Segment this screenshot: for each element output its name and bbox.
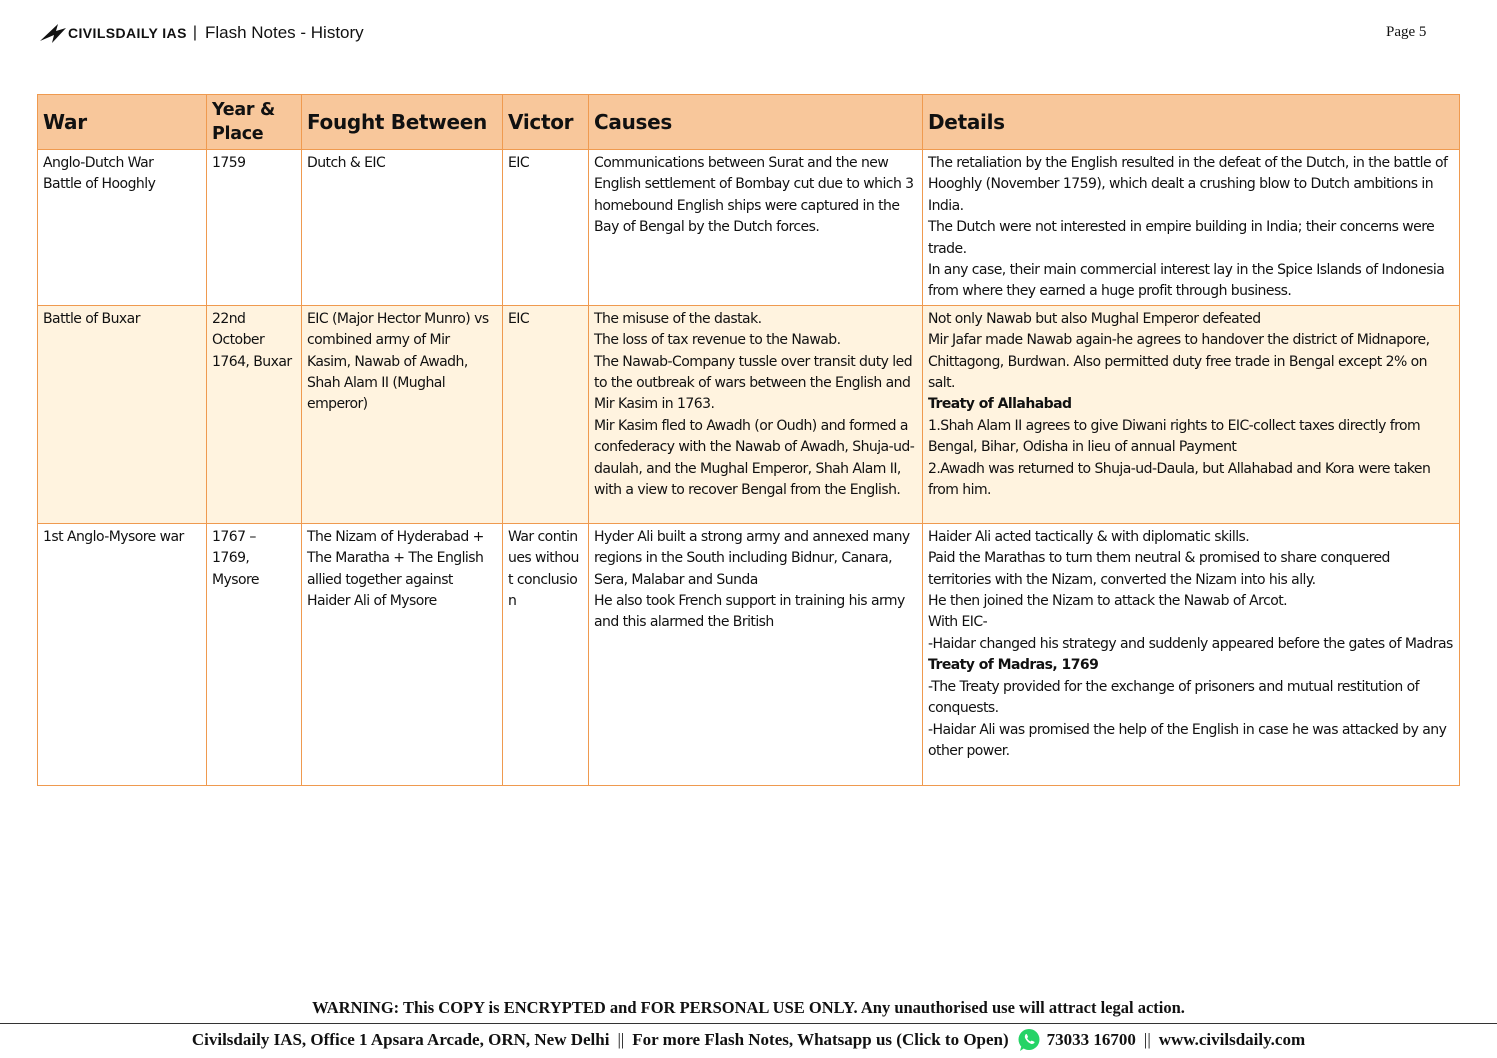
cell-war bbox=[38, 150, 207, 306]
cell-details bbox=[923, 523, 1460, 785]
column-header-year-place: Year & Place bbox=[207, 95, 302, 150]
whatsapp-link[interactable]: For more Flash Notes, Whatsapp us (Click to Open) bbox=[632, 1030, 1009, 1049]
cell-line: 1st Anglo-Mysore war bbox=[43, 528, 184, 545]
cell-line: Paid the Marathas to turn them neutral & promised to share conquered territories with the Nizam, converted the Nizam into his ally. bbox=[928, 550, 1390, 588]
whatsapp-icon[interactable] bbox=[1017, 1028, 1041, 1052]
cell-line: He also took French support in training his army and this alarmed the British bbox=[594, 593, 905, 631]
column-header-victor: Victor bbox=[503, 95, 589, 150]
cell-year bbox=[207, 523, 302, 785]
cell-causes bbox=[589, 150, 923, 306]
column-header-fought-between: Fought Between bbox=[302, 95, 503, 150]
wars-table bbox=[37, 94, 1460, 786]
cell-line: Battle of Hooghly bbox=[43, 176, 156, 193]
cell-line: The Nawab-Company tussle over transit duty led to the outbreak of wars between the English and Mir Kasim in 1763. bbox=[594, 353, 913, 413]
cell-line: EIC bbox=[508, 155, 530, 171]
cell-line: 1767 – 1769, Mysore bbox=[212, 528, 259, 588]
cell-line: 1.Shah Alam II agrees to give Diwani rights to EIC-collect taxes directly from Bengal, Bihar, Odisha in lieu of annual Payment bbox=[928, 417, 1421, 456]
cell-line: Haider Ali acted tactically & with diplomatic skills. bbox=[928, 528, 1250, 545]
page-header bbox=[40, 18, 364, 48]
cell-line: -Haidar Ali was promised the help of the English in case he was attacked by any other power. bbox=[928, 721, 1447, 759]
cell-line: The misuse of the dastak. bbox=[594, 310, 762, 327]
cell-victor bbox=[503, 150, 589, 306]
cell-year bbox=[207, 150, 302, 306]
cell-line: He then joined the Nizam to attack the Nawab of Arcot. bbox=[928, 593, 1288, 610]
cell-line: -Haidar changed his strategy and suddenly appeared before the gates of Madras bbox=[928, 635, 1453, 652]
brand-logo bbox=[40, 21, 187, 45]
cell-details bbox=[923, 150, 1460, 306]
cell-line: The retaliation by the English resulted in the defeat of the Dutch, in the battle of Hooghly (November 1759), which dealt a crushing blow to Dutch ambitions in India. bbox=[928, 155, 1448, 214]
cell-line: Dutch & EIC bbox=[307, 155, 386, 171]
column-header-war: War bbox=[38, 95, 207, 150]
cell-line: Not only Nawab but also Mughal Emperor defeated bbox=[928, 310, 1261, 327]
table-row bbox=[38, 305, 1460, 523]
cell-year bbox=[207, 305, 302, 523]
cell-line: The Dutch were not interested in empire building in India; their concerns were trade. bbox=[928, 219, 1435, 257]
whatsapp-number[interactable]: 73033 16700 bbox=[1046, 1030, 1136, 1049]
cell-line: The Nizam of Hyderabad + The Maratha + The English allied together against Haider Ali of Mysore bbox=[307, 528, 484, 610]
civilsdaily-logo-icon bbox=[40, 21, 66, 45]
cell-line: Anglo-Dutch War bbox=[43, 155, 154, 171]
cell-line: Mir Jafar made Nawab again-he agrees to handover the district of Midnapore, Chittagong, Burdwan. Also permitted duty free trade in Bengal except 2% on salt. bbox=[928, 332, 1430, 392]
website-link[interactable]: www.civilsdaily.com bbox=[1158, 1030, 1306, 1049]
cell-line: 1759 bbox=[212, 155, 246, 171]
cell-victor bbox=[503, 305, 589, 523]
cell-line: The loss of tax revenue to the Nawab. bbox=[594, 332, 841, 349]
cell-line: 22nd October 1764, Buxar bbox=[212, 310, 292, 370]
footer-divider bbox=[0, 1023, 1497, 1024]
table-row bbox=[38, 523, 1460, 785]
cell-line: EIC (Major Hector Munro) vs combined army of Mir Kasim, Nawab of Awadh, Shah Alam II (Mughal emperor) bbox=[307, 310, 489, 413]
cell-line: EIC bbox=[508, 310, 530, 327]
cell-line: With EIC- bbox=[928, 614, 988, 631]
cell-line: In any case, their main commercial interest lay in the Spice Islands of Indonesia from where they earned a huge profit through business. bbox=[928, 262, 1445, 300]
document-title: Flash Notes - History bbox=[204, 23, 364, 42]
brand-name: CIVILSDAILY IAS bbox=[68, 25, 187, 41]
page-footer bbox=[0, 1028, 1497, 1052]
cell-fought bbox=[302, 305, 503, 523]
footer-address: Civilsdaily IAS, Office 1 Apsara Arcade, ORN, New Delhi bbox=[191, 1030, 610, 1049]
cell-fought bbox=[302, 150, 503, 306]
column-header-causes: Causes bbox=[589, 95, 923, 150]
copy-warning: WARNING: This COPY is ENCRYPTED and FOR PERSONAL USE ONLY. Any unauthorised use will attract legal action. bbox=[312, 998, 1185, 1017]
page-number: Page 5 bbox=[1386, 24, 1427, 40]
cell-line: War continues without conclusion bbox=[508, 528, 579, 610]
cell-fought bbox=[302, 523, 503, 785]
cell-line: -The Treaty provided for the exchange of prisoners and mutual restitution of conquests. bbox=[928, 678, 1419, 717]
table-row bbox=[38, 150, 1460, 306]
cell-line: 2.Awadh was returned to Shuja-ud-Daula, but Allahabad and Kora were taken from him. bbox=[928, 460, 1431, 499]
cell-line: Mir Kasim fled to Awadh (or Oudh) and formed a confederacy with the Nawab of Awadh, Shuja-ud-daulah, and the Mughal Emperor, Shah Alam II, with a view to recover Bengal from the English. bbox=[594, 417, 915, 499]
footer-separator: || bbox=[1143, 1030, 1151, 1049]
cell-line: Hyder Ali built a strong army and annexed many regions in the South including Bidnur, Canara, Sera, Malabar and Sunda bbox=[594, 528, 910, 588]
footer-separator: || bbox=[617, 1030, 625, 1049]
cell-war bbox=[38, 523, 207, 785]
cell-line: Battle of Buxar bbox=[43, 310, 140, 327]
cell-causes bbox=[589, 305, 923, 523]
cell-war bbox=[38, 305, 207, 523]
cell-victor bbox=[503, 523, 589, 785]
column-header-details: Details bbox=[923, 95, 1460, 150]
cell-details bbox=[923, 305, 1460, 523]
treaty-heading: Treaty of Madras, 1769 bbox=[928, 657, 1099, 674]
cell-causes bbox=[589, 523, 923, 785]
cell-line: Communications between Surat and the new English settlement of Bombay cut due to which 3 homebound English ships were captured in the Bay of Bengal by the Dutch forces. bbox=[594, 155, 914, 236]
header-separator: | bbox=[192, 24, 197, 41]
treaty-heading: Treaty of Allahabad bbox=[928, 396, 1072, 413]
table-header-row bbox=[38, 95, 1460, 150]
